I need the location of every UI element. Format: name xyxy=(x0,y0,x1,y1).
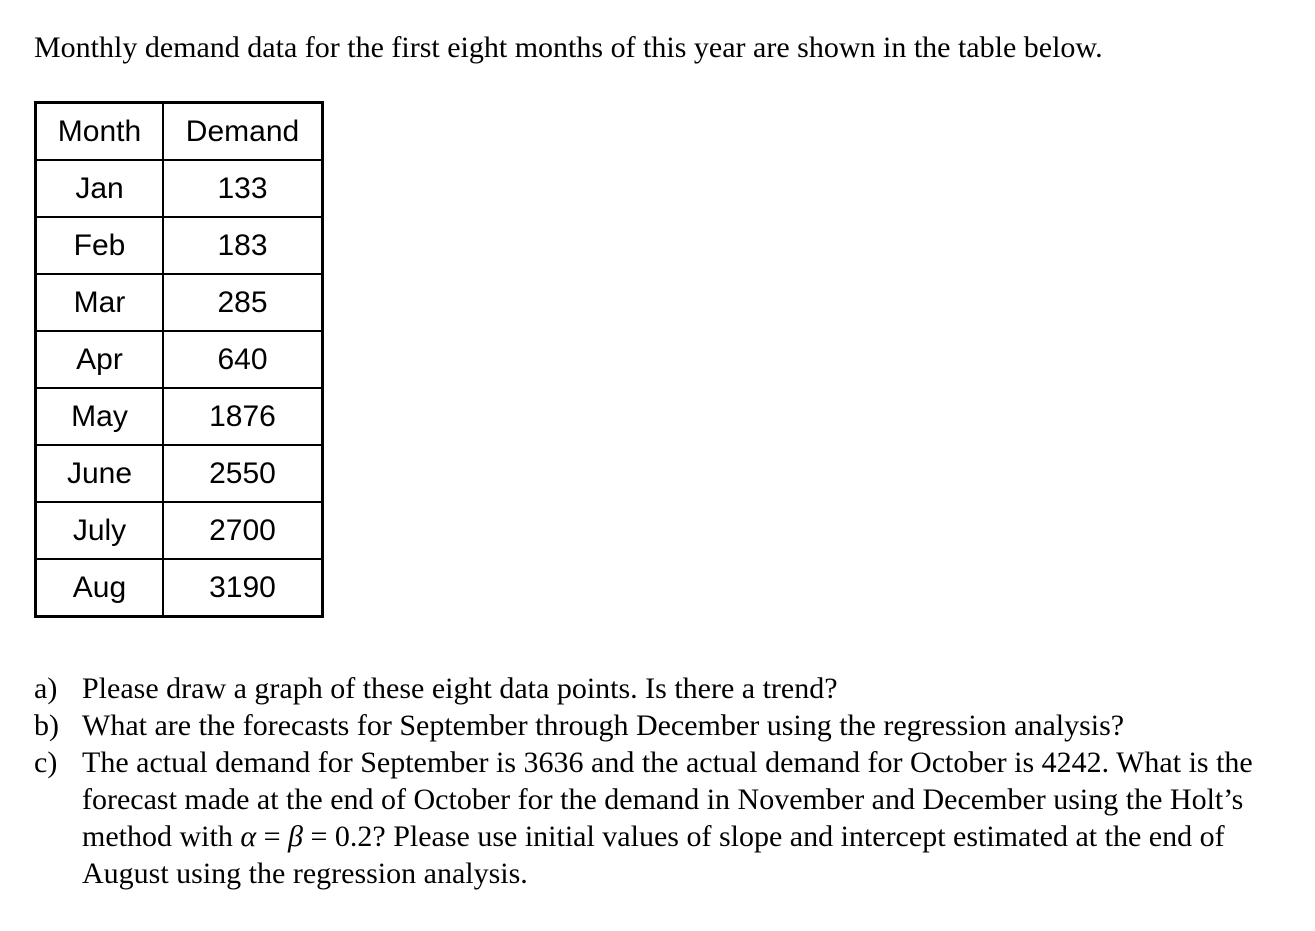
month-cell: Apr xyxy=(36,331,164,388)
demand-cell: 285 xyxy=(163,274,323,331)
demand-cell: 640 xyxy=(163,331,323,388)
table-row xyxy=(36,274,323,331)
question-b xyxy=(34,707,1294,744)
month-cell: Jan xyxy=(36,160,164,217)
question-label: c) xyxy=(34,746,58,779)
equals-sign: = xyxy=(256,820,288,853)
demand-cell: 3190 xyxy=(163,559,323,617)
table-row xyxy=(36,445,323,502)
demand-cell: 1876 xyxy=(163,388,323,445)
demand-cell: 133 xyxy=(163,160,323,217)
month-cell: Aug xyxy=(36,559,164,617)
table-header-row xyxy=(36,103,323,161)
month-cell: Mar xyxy=(36,274,164,331)
table-row xyxy=(36,388,323,445)
question-text: Please draw a graph of these eight data points. Is there a trend? xyxy=(82,672,838,705)
table-row xyxy=(36,331,323,388)
question-c xyxy=(34,744,1294,892)
table-row xyxy=(36,502,323,559)
question-text-before: The actual demand for September is 3636 and the actual demand for October is 4242. What is the forecast made at the end of October for the demand in November and December using the Holt’s method with xyxy=(82,746,1253,853)
beta-symbol: β xyxy=(288,820,303,853)
month-cell: Feb xyxy=(36,217,164,274)
demand-table xyxy=(34,101,324,618)
header-month: Month xyxy=(36,103,164,161)
month-cell: May xyxy=(36,388,164,445)
header-demand: Demand xyxy=(163,103,323,161)
alpha-symbol: α xyxy=(240,820,257,853)
demand-cell: 2700 xyxy=(163,502,323,559)
table-row xyxy=(36,217,323,274)
month-cell: July xyxy=(36,502,164,559)
question-text-after: ? Please use initial values of slope and intercept estimated at the end of August using the regression analysis. xyxy=(82,820,1225,890)
table-row xyxy=(36,559,323,617)
question-list xyxy=(34,670,1294,892)
question-text: What are the forecasts for September through December using the regression analysis? xyxy=(82,709,1125,742)
demand-cell: 2550 xyxy=(163,445,323,502)
intro-text: Monthly demand data for the first eight months of this year are shown in the table below. xyxy=(34,31,1103,64)
month-cell: June xyxy=(36,445,164,502)
question-label: a) xyxy=(34,672,58,705)
equals-value: = 0.2 xyxy=(302,820,373,853)
question-a xyxy=(34,670,1294,707)
question-label: b) xyxy=(34,709,59,742)
table-row xyxy=(36,160,323,217)
demand-cell: 183 xyxy=(163,217,323,274)
